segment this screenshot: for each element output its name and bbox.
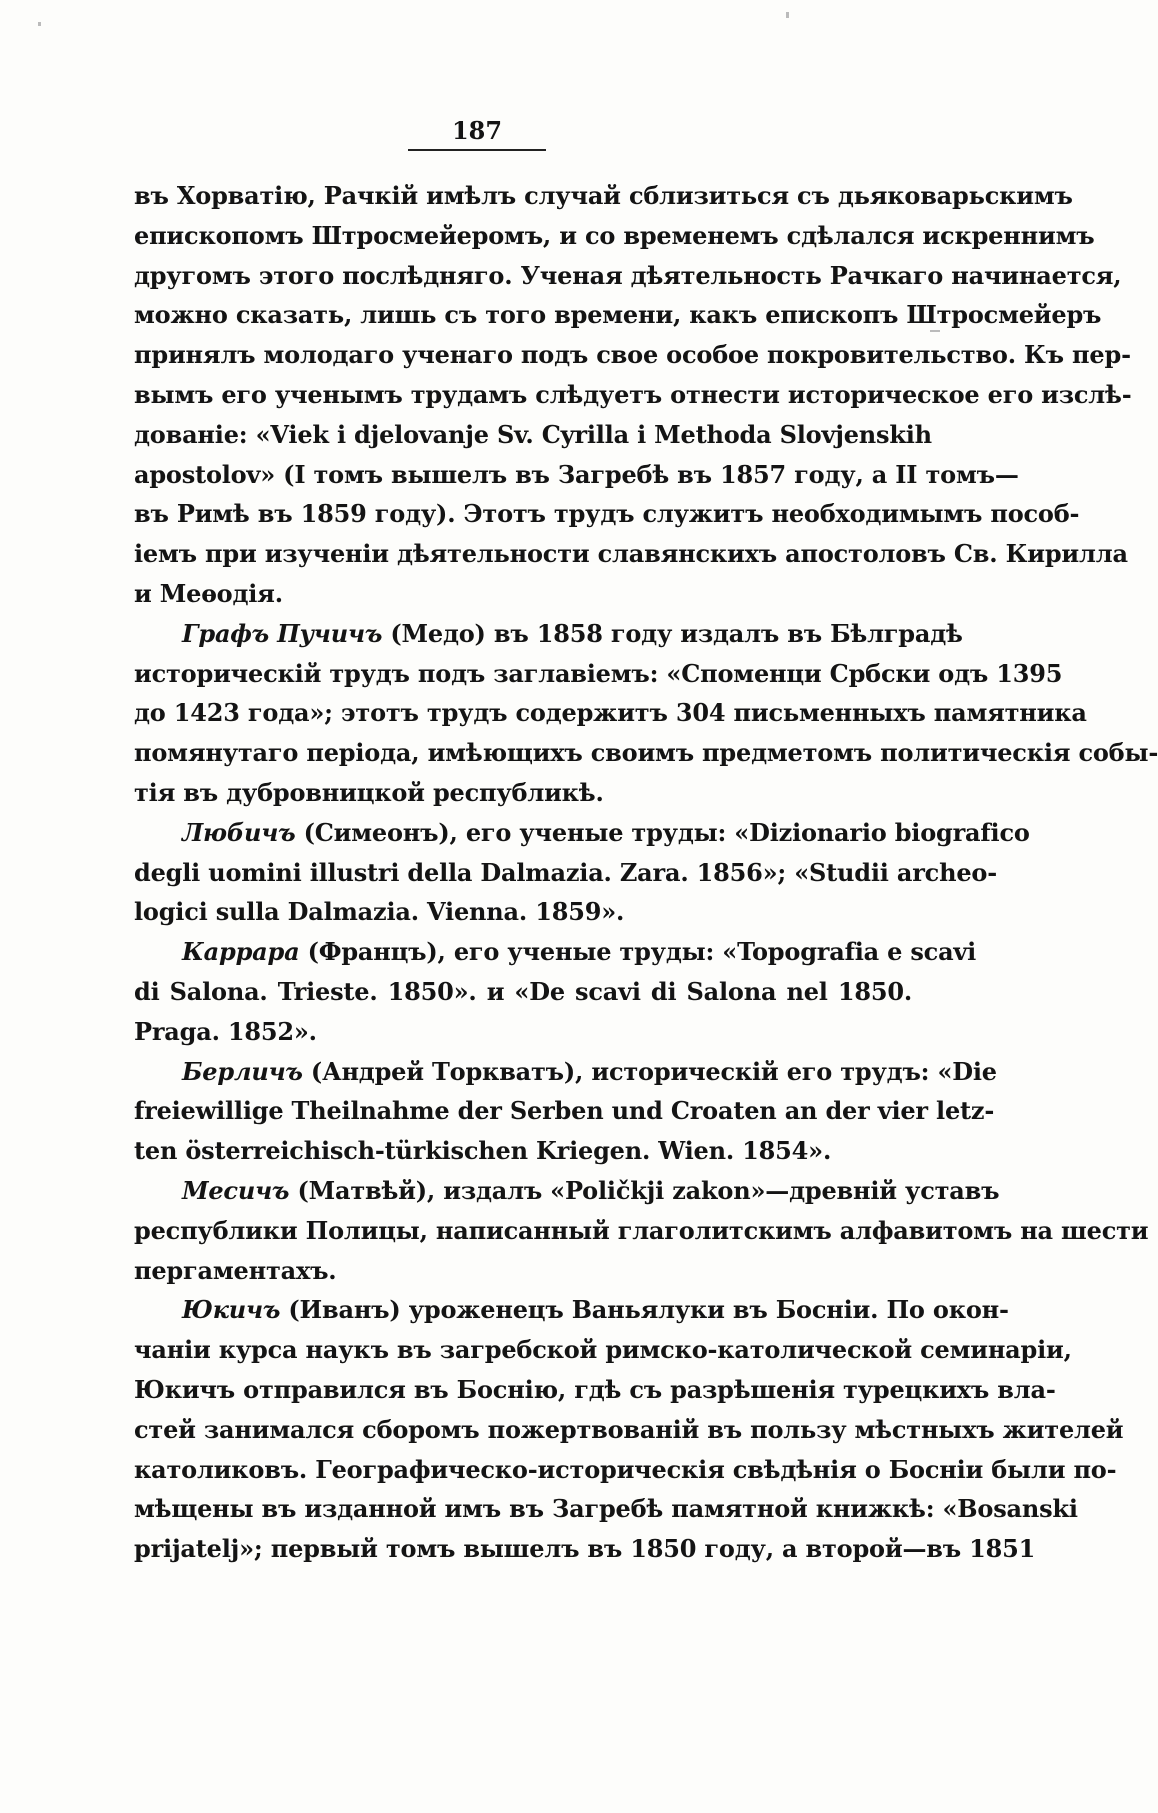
text-line: apostolov» (I томъ вышелъ въ Загребѣ въ 1857 году, а II томъ— bbox=[134, 459, 1019, 489]
text-line: іемъ при изученіи дѣятельности славянскихъ апостоловъ Св. Кирилла bbox=[134, 539, 1128, 569]
text-line: историческій трудъ подъ заглавіемъ: «Споменци Србски одъ 1395 bbox=[134, 658, 1063, 688]
scan-speck bbox=[786, 12, 789, 18]
text-line: di Salona. Trieste. 1850». и «De scavi di Salona nel 1850. bbox=[134, 976, 912, 1006]
text-line bbox=[134, 932, 977, 972]
text-line: стей занимался сборомъ пожертвованій въ пользу мѣстныхъ жителей bbox=[134, 1414, 1124, 1444]
line-text: (Матвѣй), издалъ «Poličkji zakon»—древній уставъ bbox=[289, 1175, 1000, 1205]
text-line: въ Хорватію, Рачкій имѣлъ случай сблизиться съ дьяковарьскимъ bbox=[134, 181, 1073, 210]
person-name: Месичъ bbox=[182, 1175, 290, 1205]
text-line: въ Римѣ въ 1859 году). Этотъ трудъ служитъ необходимымъ пособ- bbox=[134, 499, 1080, 529]
paragraph bbox=[134, 614, 1158, 813]
line-text: (Францъ), его ученые труды: «Topografia e scavi bbox=[299, 937, 977, 967]
text-line bbox=[134, 614, 963, 654]
person-name: Любичъ bbox=[182, 817, 296, 847]
scan-speck bbox=[930, 330, 940, 332]
line-text: (Иванъ) уроженецъ Ваньялуки въ Босніи. По окон- bbox=[280, 1295, 1009, 1325]
text-line: принялъ молодаго ученаго подъ свое особое покровительство. Къ пер- bbox=[134, 340, 1131, 370]
line-text: (Медо) въ 1858 году издалъ въ Бѣлградѣ bbox=[382, 618, 963, 648]
text-line: республики Полицы, написанный глаголитскимъ алфавитомъ на шести bbox=[134, 1215, 1149, 1245]
text-line: prijatelj»; первый томъ вышелъ въ 1850 году, а второй—въ 1851 bbox=[134, 1534, 1036, 1564]
text-line: епископомъ Штросмейеромъ, и со временемъ сдѣлался искреннимъ bbox=[134, 220, 1095, 250]
text-line: ten österreichisch-türkischen Kriegen. Wien. 1854». bbox=[134, 1136, 832, 1166]
person-name: Графъ Пучичъ bbox=[182, 618, 383, 648]
paragraph bbox=[134, 813, 1030, 932]
text-line: католиковъ. Географическо-историческія свѣдѣнія о Босніи были по- bbox=[134, 1454, 1117, 1484]
text-line: до 1423 года»; этотъ трудъ содержитъ 304 письменныхъ памятника bbox=[134, 698, 1087, 728]
text-line: тія въ дубровницкой республикѣ. bbox=[134, 777, 604, 807]
person-name: Берличъ bbox=[182, 1056, 303, 1086]
scan-speck bbox=[38, 22, 41, 26]
person-name: Каррара bbox=[182, 937, 300, 967]
text-line: пергаментахъ. bbox=[134, 1255, 337, 1285]
paragraph bbox=[134, 1171, 1149, 1290]
text-line: freiewillige Theilnahme der Serben und Croaten an der vier letz- bbox=[134, 1096, 995, 1126]
text-line bbox=[134, 1171, 1000, 1211]
line-text: (Андрей Торкватъ), историческій его трудъ: «Die bbox=[302, 1056, 997, 1086]
text-line: мѣщены въ изданной имъ въ Загребѣ памятной книжкѣ: «Bosanski bbox=[134, 1494, 1078, 1524]
text-line: помянутаго періода, имѣющихъ своимъ предметомъ политическія собы- bbox=[134, 738, 1158, 768]
text-line: чаніи курса наукъ въ загребской римско-католической семинаріи, bbox=[134, 1335, 1072, 1365]
text-line: logici sulla Dalmazia. Vienna. 1859». bbox=[134, 897, 625, 927]
person-name: Юкичъ bbox=[182, 1295, 281, 1325]
text-line: и Меѳодія. bbox=[134, 578, 283, 608]
text-line: другомъ этого послѣдняго. Ученая дѣятельность Рачкаго начинается, bbox=[134, 260, 1122, 290]
text-line: можно сказать, лишь съ того времени, какъ епископъ Штросмейеръ bbox=[134, 300, 1102, 330]
text-line: Юкичъ отправился въ Боснію, гдѣ съ разрѣшенія турецкихъ вла- bbox=[134, 1374, 1056, 1404]
text-line bbox=[134, 813, 1030, 853]
line-text: (Симеонъ), его ученые труды: «Dizionario biografico bbox=[295, 817, 1030, 847]
text-line: Praga. 1852». bbox=[134, 1016, 317, 1046]
text-line: дованіе: «Viek i djelovanje Sv. Cyrilla i Methoda Slovjenskih bbox=[134, 419, 932, 449]
text-line bbox=[134, 1052, 997, 1092]
paragraph bbox=[134, 1052, 997, 1171]
text-line bbox=[134, 1290, 1009, 1330]
paragraph bbox=[134, 932, 977, 1051]
page-number: 187 bbox=[408, 116, 546, 151]
paragraph bbox=[134, 176, 1132, 614]
text-line: degli uomini illustri della Dalmazia. Zara. 1856»; «Studii archeo- bbox=[134, 857, 997, 887]
body-text bbox=[134, 176, 1158, 1569]
paragraph bbox=[134, 1290, 1124, 1569]
text-line: вымъ его ученымъ трудамъ слѣдуетъ отнести историческое его изслѣ- bbox=[134, 379, 1132, 409]
